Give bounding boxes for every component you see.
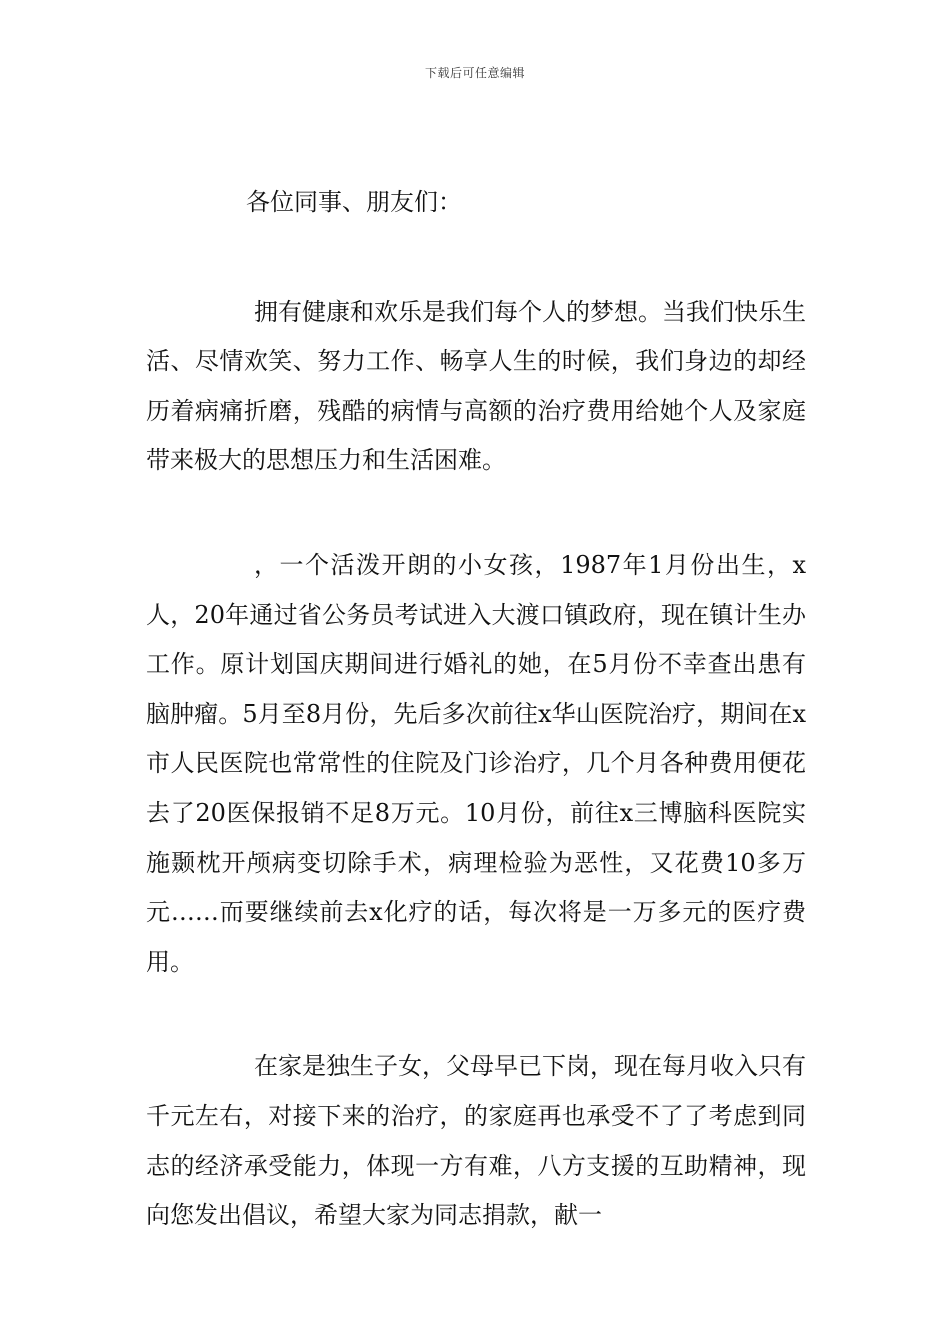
paragraph-1: 拥有健康和欢乐是我们每个人的梦想。当我们快乐生活、尽情欢笑、努力工作、畅享人生的时候，我们身边的却经历着病痛折磨，残酷的病情与高额的治疗费用给她个人及家庭带来极大的思想压力和生活困难。 [146, 297, 806, 475]
page-header-note: 下载后可任意编辑 [424, 66, 525, 80]
salutation: 各位同事、朋友们： [246, 188, 462, 216]
paragraph-2: ，一个活泼开朗的小女孩，1987年1月份出生，x人，20年通过省公务员考试进入大渡口镇政府，现在镇计生办工作。原计划国庆期间进行婚礼的她，在5月份不幸查出患有脑肿瘤。5月至8月份，先后多次前往x华山医院治疗，期间在x市人民医院也常常性的住院及门诊治疗，几个月各种费用便花去了20医保报销不足8万元。10月份，前往x三博脑科医院实施颞枕开颅病变切除手术，病理检验为恶性，又花费10多万元……而要继续前去x化疗的话，每次将是一万多元的医疗费用。 [146, 550, 806, 976]
document-body [146, 178, 806, 1296]
paragraph-3: 在家是独生子女，父母早已下岗，现在每月收入只有千元左右，对接下来的治疗，的家庭再也承受不了了考虑到同志的经济承受能力，体现一方有难，八方支援的互助精神，现向您发出倡议，希望大家为同志捐款，献一 [146, 1052, 806, 1230]
